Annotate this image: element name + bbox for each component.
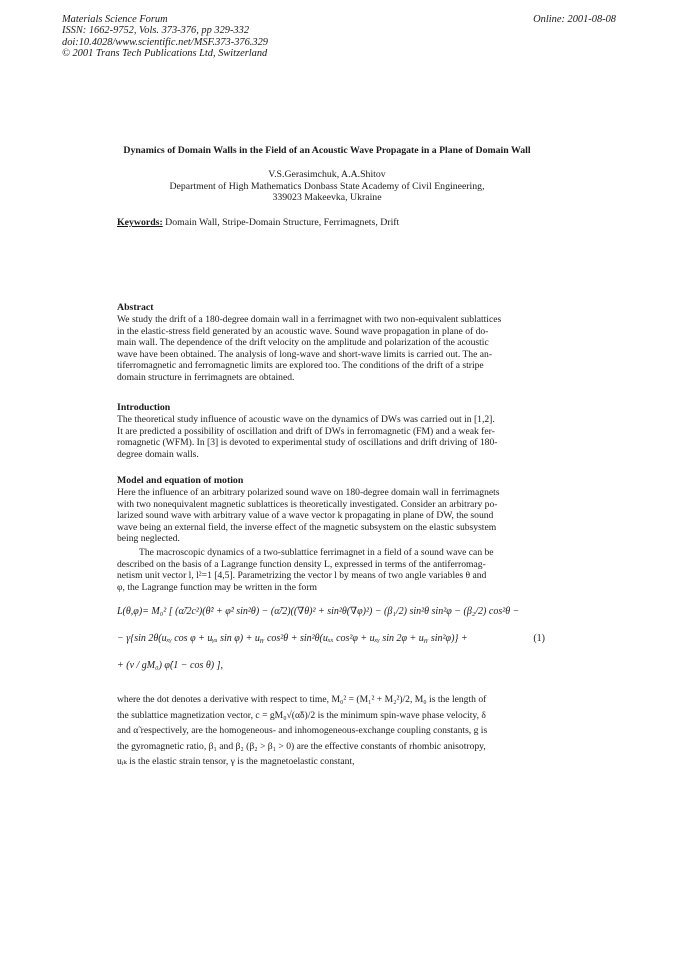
text-line: main wall. The dependence of the drift velocity on the amplitude and polarization of the acoustic bbox=[117, 337, 489, 349]
abstract-text bbox=[117, 314, 545, 383]
text-line: φ, the Lagrange function may be written in the form bbox=[117, 581, 318, 593]
text-line: Here the influence of an arbitrary polarized sound wave on 180-degree domain wall in ferrimagnets bbox=[117, 487, 500, 498]
model-paragraph-3 bbox=[117, 692, 545, 770]
equation-line: − γ{sin 2θ(uₓᵧ cos φ + uᵧᵤ sin φ) + uᵧᵧ cos²θ + sin²θ(uₓₓ cos²φ + uₓᵧ sin 2φ + uᵧᵧ sin²φ)} + bbox=[117, 633, 468, 644]
keywords-text: Domain Wall, Stripe-Domain Structure, Ferrimagnets, Drift bbox=[165, 217, 400, 228]
model-heading: Model and equation of motion bbox=[117, 475, 244, 486]
text-line: wave being an external field, the inverse effect of the magnetic subsystem on the elastic subsystem bbox=[117, 521, 497, 533]
authors: V.S.Gerasimchuk, A.A.Shitov bbox=[268, 169, 386, 180]
text-line: where the dot denotes a derivative with respect to time, M₀² = (M₁² + M₂²)/2, M₀ is the length of bbox=[117, 694, 487, 705]
equation-number: (1) bbox=[533, 633, 545, 644]
text-line: We study the drift of a 180-degree domain wall in a ferrimagnet with two non-equivalent sublattices bbox=[117, 314, 502, 325]
text-line: being neglected. bbox=[117, 533, 180, 545]
text-line: degree domain walls. bbox=[117, 448, 199, 460]
text-line: wave have been obtained. The analysis of long-wave and short-wave limits is carried out. The an- bbox=[117, 348, 493, 360]
text-line: It are predicted a possibility of oscillation and drift of DWs in ferromagnetic (FM) and a weak fer- bbox=[117, 425, 495, 437]
introduction-heading: Introduction bbox=[117, 402, 171, 413]
text-line: The theoretical study influence of acoustic wave on the dynamics of DWs was carried out in [1,2]. bbox=[117, 414, 495, 425]
text-line: and α̃ respectively, are the homogeneous- and inhomogeneous-exchange coupling constants, g is bbox=[117, 725, 488, 737]
text-line: the gyromagnetic ratio, β₁ and β₂ (β₂ > β₁ > 0) are the effective constants of rhombic anisotropy, bbox=[117, 740, 486, 752]
equation-line: L(θ,φ)= M₀² [ (α̃/2c²)(θ̇² + φ̇² sin²θ) − (α̃/2)((∇θ)² + sin²θ(∇φ)²) − (β₁/2) sin²θ sin²φ − (β₂/2) cos²θ − bbox=[117, 606, 520, 617]
text-line: netism unit vector l, l²=1 [4,5]. Parametrizing the vector l by means of two angle variables θ and bbox=[117, 570, 487, 582]
lagrangian-equation bbox=[117, 600, 545, 692]
text-line: in the elastic-stress field generated by an acoustic wave. Sound wave propagation in plane of do- bbox=[117, 325, 489, 337]
affiliation-line: Department of High Mathematics Donbass State Academy of Civil Engineering, bbox=[169, 180, 485, 192]
journal-copyright: © 2001 Trans Tech Publications Ltd, Switzerland bbox=[62, 48, 268, 60]
equation-line: + (ν / gM₀) φ̇(1 − cos θ) ], bbox=[117, 660, 224, 671]
journal-name: Materials Science Forum bbox=[62, 14, 168, 25]
introduction-text bbox=[117, 414, 545, 460]
online-date: Online: 2001-08-08 bbox=[533, 14, 616, 25]
keywords bbox=[117, 217, 399, 228]
abstract-heading: Abstract bbox=[117, 302, 154, 313]
keywords-label: Keywords: bbox=[117, 217, 163, 228]
journal-doi: doi:10.4028/www.scientific.net/MSF.373-376.329 bbox=[62, 36, 268, 48]
text-line: described on the basis of a Lagrange function density L, expressed in terms of the antiferromag- bbox=[117, 558, 486, 570]
text-line: uᵢₖ is the elastic strain tensor, γ is the magnetoelastic constant, bbox=[117, 756, 355, 768]
author-block bbox=[117, 169, 537, 204]
text-line: the sublattice magnetization vector, c = gM₀√(α̃δ)/2 is the minimum spin-wave phase velocity, δ bbox=[117, 709, 486, 721]
text-line: domain structure in ferrimagnets are obtained. bbox=[117, 371, 295, 383]
text-line: tiferromagnetic and ferromagnetic limits are explored too. The conditions of the drift of a stripe bbox=[117, 360, 484, 372]
text-line: romagnetic (WFM). In [3] is devoted to experimental study of oscillations and drift driving of 180- bbox=[117, 437, 498, 449]
model-paragraph-2 bbox=[117, 547, 545, 593]
text-line: larized sound wave with arbitrary value of a wave vector k propagating in plane of DW, the sound bbox=[117, 510, 494, 522]
affiliation-line: 339023 Makeevka, Ukraine bbox=[272, 192, 382, 204]
model-text bbox=[117, 487, 545, 545]
text-line: The macroscopic dynamics of a two-sublattice ferrimagnet in a field of a sound wave can be bbox=[139, 547, 494, 558]
text-line: with two nonequivalent magnetic sublattices is theoretically investigated. Consider an arbitrary po- bbox=[117, 498, 498, 510]
journal-header bbox=[62, 14, 268, 60]
journal-issn: ISSN: 1662-9752, Vols. 373-376, pp 329-332 bbox=[62, 25, 250, 37]
paper-title: Dynamics of Domain Walls in the Field of an Acoustic Wave Propagate in a Plane of Domain Wall bbox=[123, 145, 531, 156]
